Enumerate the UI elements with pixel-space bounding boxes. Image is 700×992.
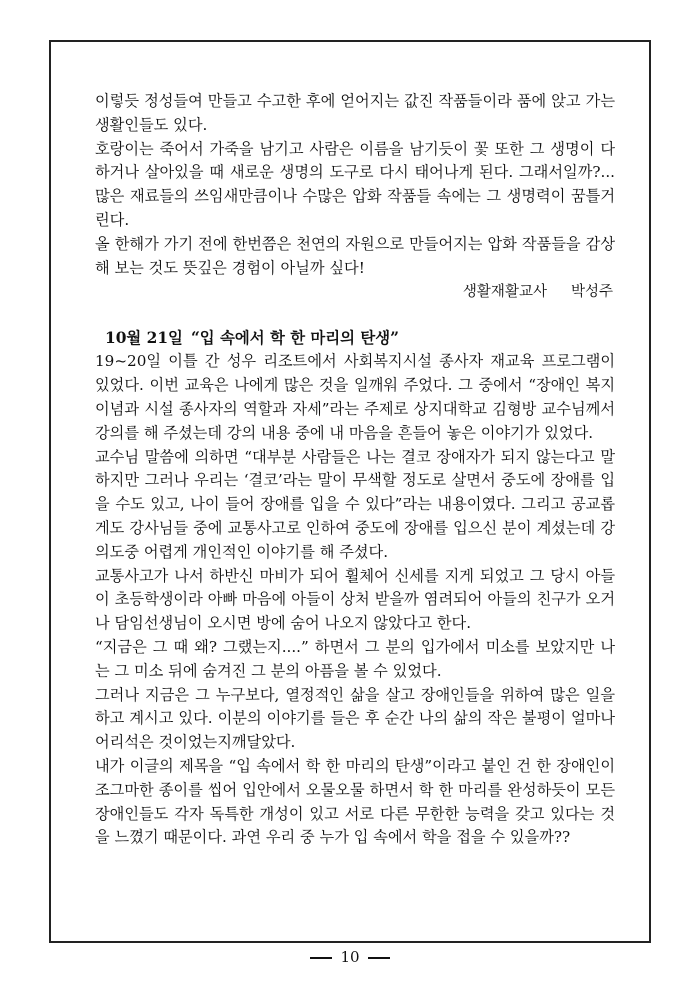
paragraph: 교통사고가 나서 하반신 마비가 되어 휠체어 신세를 지게 되었고 그 당시 아들이 초등학생이라 아빠 마음에 아들이 상처 받을까 염려되어 아들의 친구가 오거나 담임선생님이 오시면 방에 숨어 나오지 않았다고 한다. [95, 566, 615, 633]
page-content [95, 90, 615, 850]
paragraph: “지금은 그 때 왜? 그랬는지....” 하면서 그 분의 입가에서 미소를 보았지만 나는 그 미소 뒤에 숨겨진 그 분의 아픔을 볼 수 있었다. [95, 637, 615, 680]
paragraph: 그러나 지금은 그 누구보다, 열정적인 삶을 살고 장애인들을 위하여 많은 일을 하고 계시고 있다. 이분의 이야기를 들은 후 순간 나의 삶의 작은 불평이 얼마나 어리석은 것이었는지깨달았다. [95, 685, 615, 752]
footer-dash-right [368, 957, 390, 959]
paragraph: 내가 이글의 제목을 “입 속에서 학 한 마리의 탄생”이라고 붙인 건 한 장애인이 조그마한 종이를 씹어 입안에서 오물오물 하면서 학 한 마리를 완성하듯이 모든 장애인들도 각자 독특한 개성이 있고 서로 다른 무한한 능력을 갖고 있다는 것을 느꼈기 때문이다. 과연 우리 중 누가 입 속에서 학을 접을 수 있을까?? [95, 756, 615, 847]
paragraph: 이렇듯 정성들여 만들고 수고한 후에 얻어지는 값진 작품들이라 품에 앉고 가는 생활인들도 있다. [95, 92, 615, 134]
page-number: 10 [340, 948, 360, 966]
entry-title: “입 속에서 학 한 마리의 탄생” [190, 329, 399, 348]
author-role: 생활재활교사 [462, 284, 547, 301]
page-footer [0, 943, 700, 971]
entry-date: 10월 21일 [105, 329, 183, 348]
paragraph: 19~20일 이틀 간 성우 리조트에서 사회복지시설 종사자 재교육 프로그램이 있었다. 이번 교육은 나에게 많은 것을 일깨워 주었다. 그 중에서 “장애인 복지이념과 시설 종사자의 역할과 자세”라는 주제로 상지대학교 김형방 교수님께서 강의를 해 주셨는데 강의 내용 중에 내 마음을 흔들어 놓은 이야기가 있었다. [95, 352, 615, 442]
footer-dash-left [310, 957, 332, 959]
paragraph: 교수님 말씀에 의하면 “대부분 사람들은 나는 결코 장애자가 되지 않는다고 말하지만 그러나 우리는 ‘결코’라는 말이 무색할 정도로 살면서 중도에 장애를 입을 수도 있고, 나이 들어 장애를 입을 수 있다”라는 내용이였다. 그리고 공교롭게도 강사님들 중에 교통사고로 인하여 중도에 장애를 입으신 분이 계셨는데 강의도중 어렵게 개인적인 이야기를 해 주셨다. [95, 447, 615, 561]
paragraph: 올 한해가 가기 전에 한번쯤은 천연의 자원으로 만들어지는 압화 작품들을 감상해 보는 것도 뜻깊은 경험이 아닐까 싶다! [95, 234, 615, 277]
author-signature [95, 280, 615, 304]
paragraph: 호랑이는 죽어서 가죽을 남기고 사람은 이름을 남기듯이 꽃 또한 그 생명이 다하거나 살아있을 때 새로운 생명의 도구로 다시 태어나게 된다. 그래서일까?... 많은 재료들의 쓰임새만큼이나 수많은 압화 작품들 속에는 그 생명력이 꿈틀거린다. [95, 139, 615, 229]
author-name: 박성주 [570, 284, 613, 301]
entry-heading [105, 326, 615, 350]
